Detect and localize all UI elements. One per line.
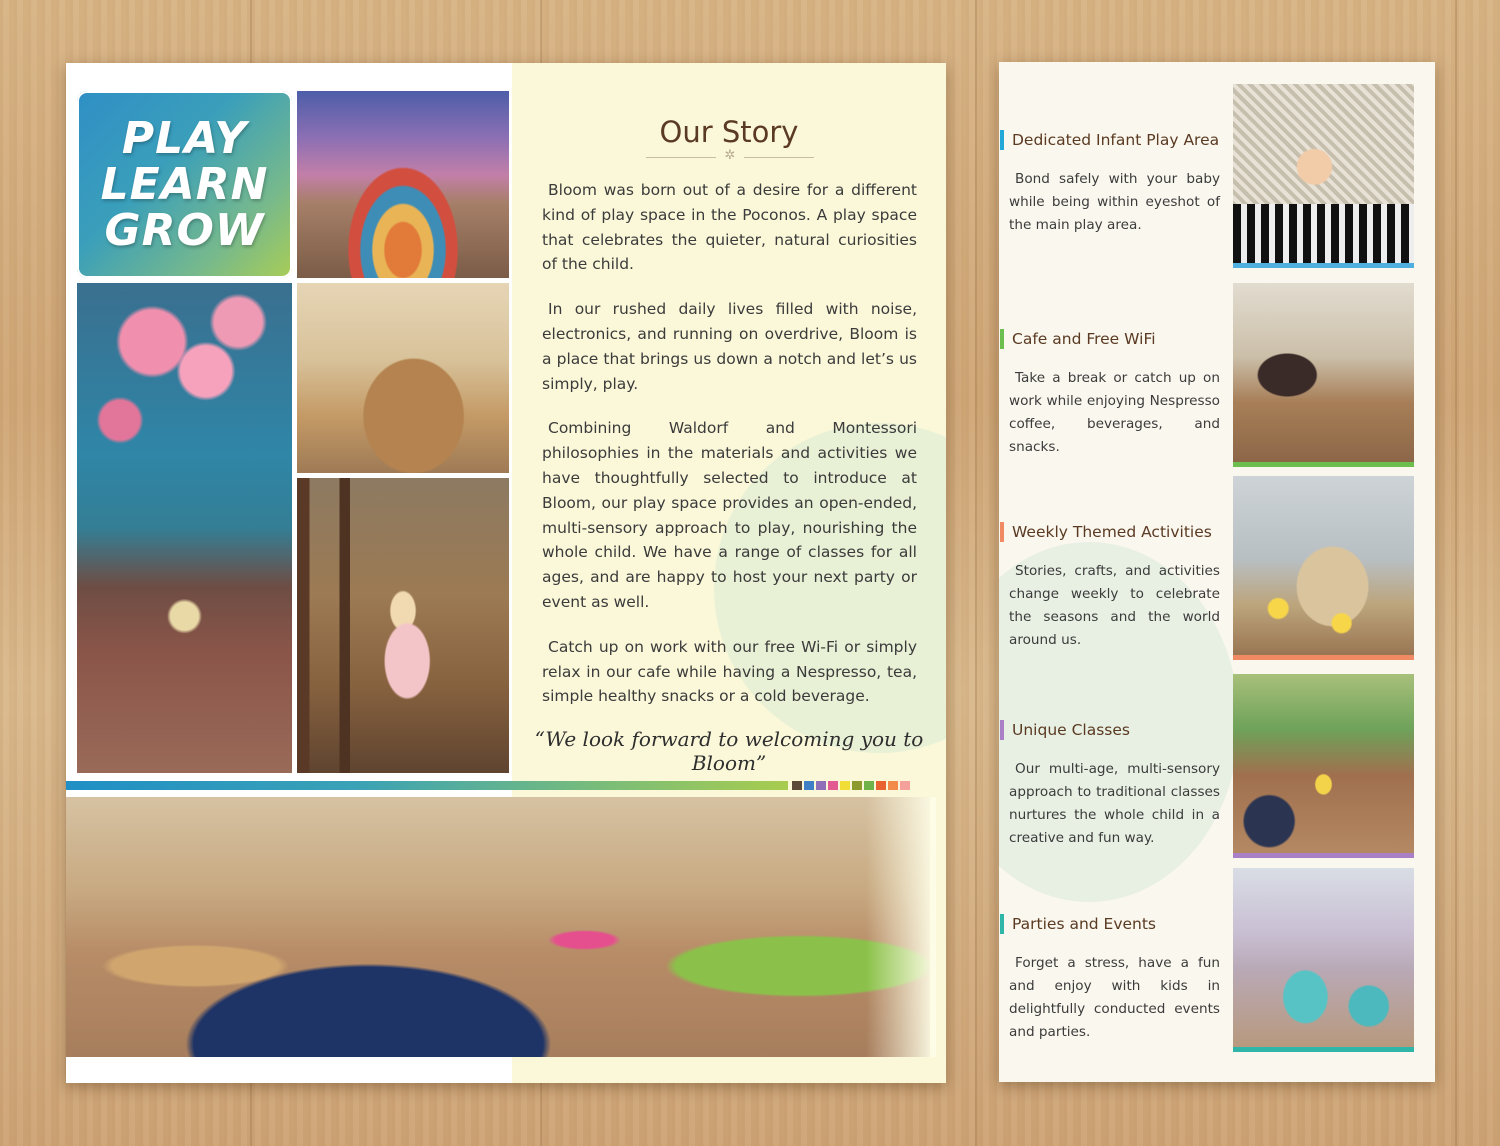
photo-play-area — [66, 797, 930, 1057]
color-swatch — [864, 781, 874, 790]
photo-unique-classes — [1233, 674, 1414, 858]
photo-color-strip — [1233, 1047, 1414, 1052]
photo-color-strip — [1233, 462, 1414, 467]
photo-weekly-activities — [1233, 476, 1414, 660]
color-swatch — [900, 781, 910, 790]
gradient-divider — [66, 781, 788, 790]
brochure-right-page — [999, 62, 1435, 1082]
color-swatches — [792, 781, 910, 790]
color-swatch — [840, 781, 850, 790]
photo-children-crafts — [297, 283, 509, 473]
color-swatch — [852, 781, 862, 790]
feature-text: Take a break or catch up on work while enjoying Nespresso coffee, beverages, and snacks. — [1009, 370, 1220, 455]
title-ornament — [646, 148, 814, 165]
feature-heading: Parties and Events — [1000, 914, 1156, 934]
feature-heading: Weekly Themed Activities — [1000, 522, 1212, 542]
feature-text: Bond safely with your baby while being within eyeshot of the main play area. — [1009, 171, 1220, 233]
feature-heading: Dedicated Infant Play Area — [1000, 130, 1219, 150]
sun-icon: ✲ — [724, 148, 736, 163]
feature-text: Our multi-age, multi-sensory approach to traditional classes nurtures the whole child in a creative and fun way. — [1009, 761, 1220, 846]
feature-parties-events — [999, 914, 1435, 1082]
color-swatch — [816, 781, 826, 790]
story-quote: “We look forward to welcoming you to Bloom” — [534, 727, 924, 775]
story-paragraph: Bloom was born out of a desire for a different kind of play space in the Poconos. A play space that celebrates the quieter, natural curiosities of the child. — [542, 181, 917, 274]
color-swatch — [888, 781, 898, 790]
story-paragraph: Combining Waldorf and Montessori philosophies in the materials and activities we have thoughtfully selected to introduce at Bloom, our play space provides an open-ended, multi-sensory approach to play, nourishing the whole child. We have a range of classes for all ages, and are happy to host your next party or event as well. — [542, 419, 917, 611]
color-swatch — [804, 781, 814, 790]
photo-color-strip — [1233, 655, 1414, 660]
color-swatch — [828, 781, 838, 790]
feature-text: Stories, crafts, and activities change weekly to celebrate the seasons and the world around us. — [1009, 563, 1220, 648]
photo-girl-in-forest — [297, 478, 509, 773]
story-paragraph: In our rushed daily lives filled with noise, electronics, and running on overdrive, Bloom is a place that brings us down a notch and let’s us simply, play. — [542, 300, 917, 393]
feature-heading: Cafe and Free WiFi — [1000, 329, 1156, 349]
story-paragraph: Catch up on work with our free Wi-Fi or simply relax in our cafe while having a Nespresso, tea, simple healthy snacks or a cold beverage. — [542, 637, 917, 706]
photo-parties-events — [1233, 868, 1414, 1052]
tile-word-play: PLAY — [121, 112, 248, 164]
feature-heading: Unique Classes — [1000, 720, 1130, 740]
story-body — [542, 178, 917, 729]
tile-word-learn: LEARN — [100, 158, 269, 210]
tile-word-grow: GROW — [104, 204, 265, 256]
photo-fade — [866, 797, 936, 1057]
photo-circle-time — [297, 91, 509, 278]
color-swatch — [876, 781, 886, 790]
brochure-left-spread — [66, 63, 946, 1083]
photo-cafe — [1233, 283, 1414, 467]
feature-text: Forget a stress, have a fun and enjoy with kids in delightfully conducted events and parties. — [1009, 955, 1220, 1040]
photo-flowers-play-table — [77, 283, 292, 773]
play-learn-grow-tile — [77, 91, 292, 278]
story-title: Our Story — [659, 115, 799, 149]
photo-color-strip — [1233, 263, 1414, 268]
photo-infant-play — [1233, 84, 1414, 268]
photo-color-strip — [1233, 853, 1414, 858]
color-swatch — [792, 781, 802, 790]
